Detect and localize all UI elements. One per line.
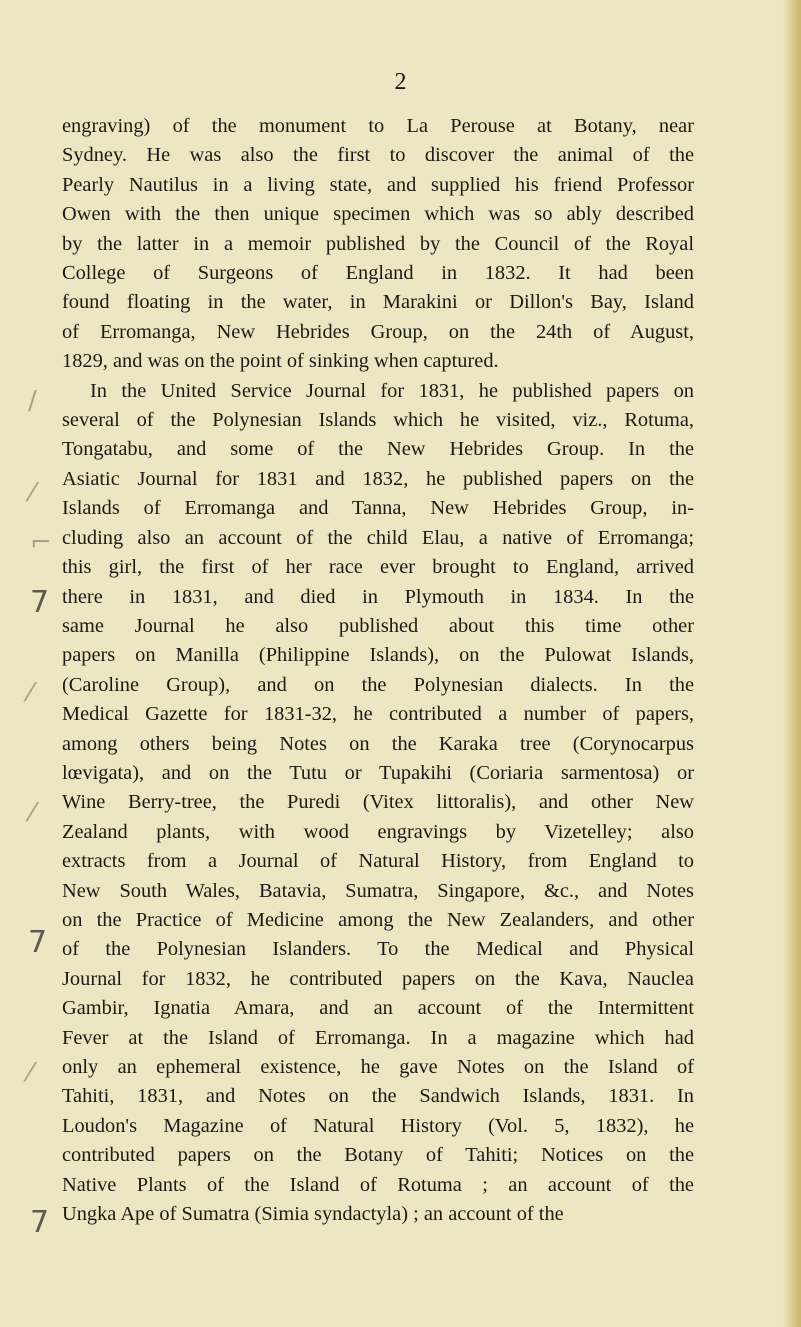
margin-mark: 7 [30,585,50,620]
margin-mark: 7 [28,925,48,960]
margin-mark: ⁄ [30,478,35,508]
text-line: among others being Notes on the Karaka tree (Corynocarpus [62,732,694,755]
text-line: New South Wales, Batavia, Sumatra, Singapore, &c., and Notes [62,879,694,902]
text-line: Loudon's Magazine of Natural History (Vol. 5, 1832), he [62,1114,694,1137]
text-line: papers on Manilla (Philippine Islands), on the Pulowat Islands, [62,644,694,667]
text-line: of the Polynesian Islanders. To the Medical and Physical [62,938,694,961]
text-line: by the latter in a memoir published by the Council of the Royal [62,232,694,255]
text-line: Owen with the then unique specimen which was so ably described [62,203,694,226]
text-line: this girl, the first of her race ever brought to England, arrived [62,556,694,579]
text-line: Asiatic Journal for 1831 and 1832, he published papers on the [62,467,694,490]
margin-mark: ⁄ [28,1058,33,1088]
body-text [62,112,694,1229]
text-line: Tahiti, 1831, and Notes on the Sandwich Islands, 1831. In [62,1085,694,1108]
paragraph-2 [62,377,694,1230]
text-line: Gambir, Ignatia Amara, and an account of the Intermittent [62,997,694,1020]
text-line: Tongatabu, and some of the New Hebrides Group. In the [62,438,694,461]
text-line: Wine Berry-tree, the Puredi (Vitex littoralis), and other New [62,791,694,814]
text-line: College of Surgeons of England in 1832. It had been [62,262,694,285]
text-line: 1829, and was on the point of sinking when captured. [62,350,499,373]
margin-mark: ⌐ [30,528,52,558]
text-line: contributed papers on the Botany of Tahiti; Notices on the [62,1144,694,1167]
text-line: Ungka Ape of Sumatra (Simia syndactyla) ; an account of the [62,1203,564,1226]
text-line: several of the Polynesian Islands which he visited, viz., Rotuma, [62,409,694,432]
text-line: In the United Service Journal for 1831, he published papers on [90,379,694,402]
text-line: Sydney. He was also the first to discover the animal of the [62,144,694,167]
text-line: lœvigata), and on the Tutu or Tupakihi (Coriaria sarmentosa) or [62,761,694,784]
text-line: Fever at the Island of Erromanga. In a magazine which had [62,1026,694,1049]
page-edge-shadow [783,0,801,1327]
paragraph-1 [62,112,694,377]
text-line: engraving) of the monument to La Perouse at Botany, near [62,115,694,137]
text-line: Pearly Nautilus in a living state, and supplied his friend Professor [62,173,694,196]
text-line: on the Practice of Medicine among the New Zealanders, and other [62,908,694,931]
margin-mark: / [28,386,37,416]
text-line: Medical Gazette for 1831-32, he contributed a number of papers, [62,703,694,726]
text-line: cluding also an account of the child Elau, a native of Erromanga; [62,526,694,549]
text-line: Zealand plants, with wood engravings by Vizetelley; also [62,820,694,843]
text-line: extracts from a Journal of Natural History, from England to [62,850,694,873]
text-line: only an ephemeral existence, he gave Notes on the Island of [62,1056,694,1078]
text-line: same Journal he also published about this time other [62,614,694,637]
margin-mark: ⁄ [28,678,33,708]
text-line: there in 1831, and died in Plymouth in 1834. In the [62,585,694,608]
text-line: found floating in the water, in Marakini or Dillon's Bay, Island [62,291,694,314]
text-line: Native Plants of the Island of Rotuma ; an account of the [62,1173,694,1196]
text-line: (Caroline Group), and on the Polynesian dialects. In the [62,673,694,696]
page-number: 2 [394,69,407,95]
margin-mark: ⁄ [30,798,35,828]
text-line: Journal for 1832, he contributed papers on the Kava, Nauclea [62,967,694,990]
margin-mark: 7 [30,1205,50,1240]
text-line: Islands of Erromanga and Tanna, New Hebrides Group, in- [62,497,694,520]
text-line: of Erromanga, New Hebrides Group, on the 24th of August, [62,320,694,343]
